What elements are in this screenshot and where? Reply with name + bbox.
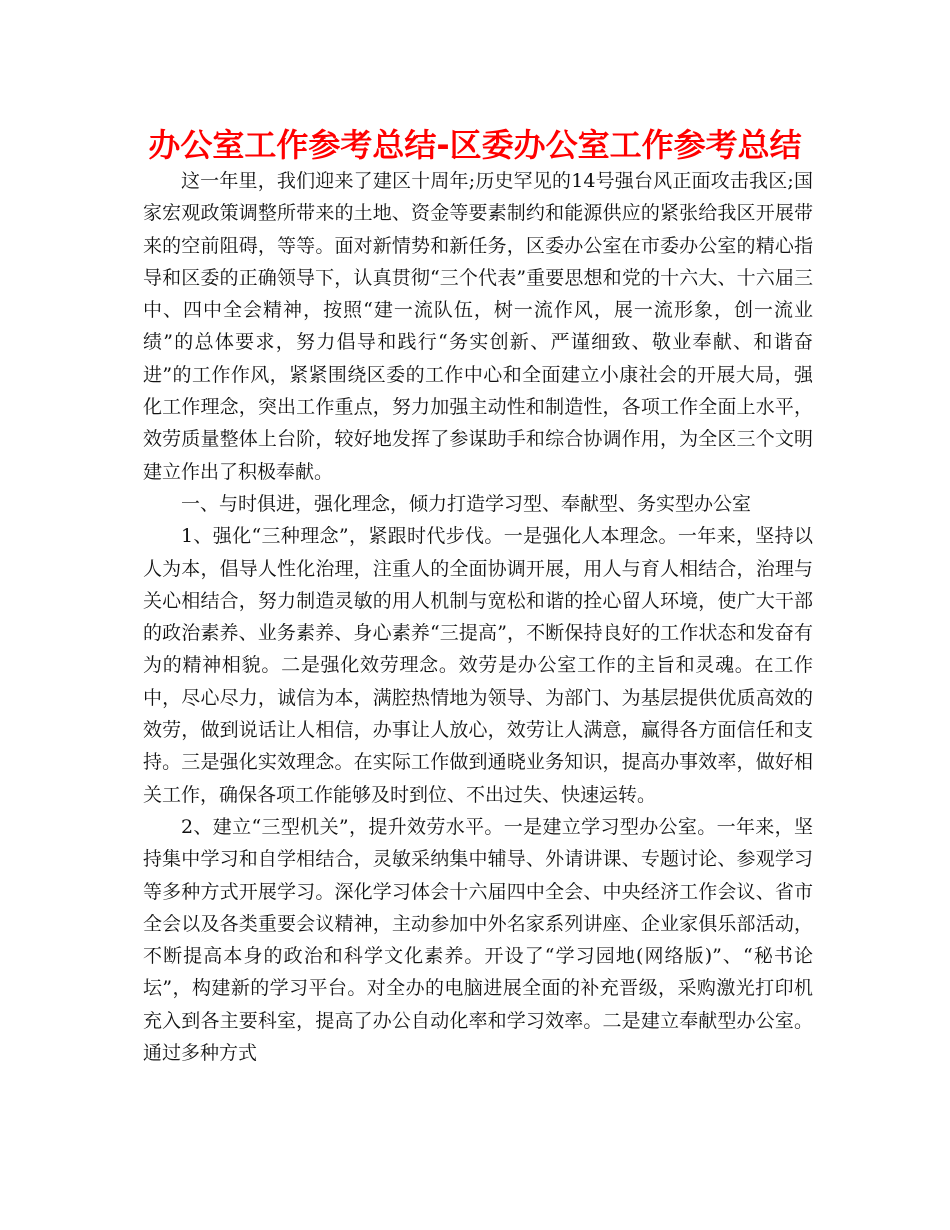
paragraph-intro: 这一年里，我们迎来了建区十周年;历史罕见的14号强台风正面攻击我区;国家宏观政策调整所带来的土地、资金等要素制约和能源供应的紧张给我区开展带来的空前阻碍，等等。面对新情势和新任务，区委办公室在市委办公室的精心指导和区委的正确领导下，认真贯彻“三个代表”重要思想和党的十六大、十六届三中、四中全会精神，按照“建一流队伍，树一流作风，展一流形象，创一流业绩”的总体要求，努力倡导和践行“务实创新、严谨细致、敬业奉献、和谐奋进”的工作作风，紧紧围绕区委的工作中心和全面建立小康社会的开展大局，强化工作理念，突出工作重点，努力加强主动性和制造性，各项工作全面上水平，效劳质量整体上台阶，较好地发挥了参谋助手和综合协调作用，为全区三个文明建立作出了积极奉献。	[143, 170, 813, 483]
paragraph-item-2: 2、建立“三型机关”，提升效劳水平。一是建立学习型办公室。一年来，坚持集中学习和自学相结合，灵敏采纳集中辅导、外请讲课、专题讨论、参观学习等多种方式开展学习。深化学习体会十六届四中全会、中央经济工作会议、省市全会以及各类重要会议精神，主动参加中外名家系列讲座、企业家俱乐部活动，不断提高本身的政治和科学文化素养。开设了“学习园地(网络版)”、“秘书论坛”，构建新的学习平台。对全办的电脑进展全面的补充晋级，采购激光打印机充入到各主要科室，提高了办公自动化率和学习效率。二是建立奉献型办公室。通过多种方式	[143, 815, 813, 1065]
section-heading-1: 一、与时俱进，强化理念，倾力打造学习型、奉献型、务实型办公室	[181, 492, 752, 515]
document-title: 办公室工作参考总结-区委办公室工作参考总结	[148, 126, 802, 164]
document-body	[143, 165, 813, 1069]
paragraph-item-1: 1、强化“三种理念”，紧跟时代步伐。一是强化人本理念。一年来，坚持以人为本，倡导人性化治理，注重人的全面协调开展，用人与育人相结合，治理与关心相结合，努力制造灵敏的用人机制与宽松和谐的拴心留人环境，使广大干部的政治素养、业务素养、身心素养“三提高”，不断保持良好的工作状态和发奋有为的精神相貌。二是强化效劳理念。效劳是办公室工作的主旨和灵魂。在工作中，尽心尽力，诚信为本，满腔热情地为领导、为部门、为基层提供优质高效的效劳，做到说话让人相信，办事让人放心，效劳让人满意，赢得各方面信任和支持。三是强化实效理念。在实际工作做到通晓业务知识，提高办事效率，做好相关工作，确保各项工作能够及时到位、不出过失、快速运转。	[143, 525, 813, 806]
